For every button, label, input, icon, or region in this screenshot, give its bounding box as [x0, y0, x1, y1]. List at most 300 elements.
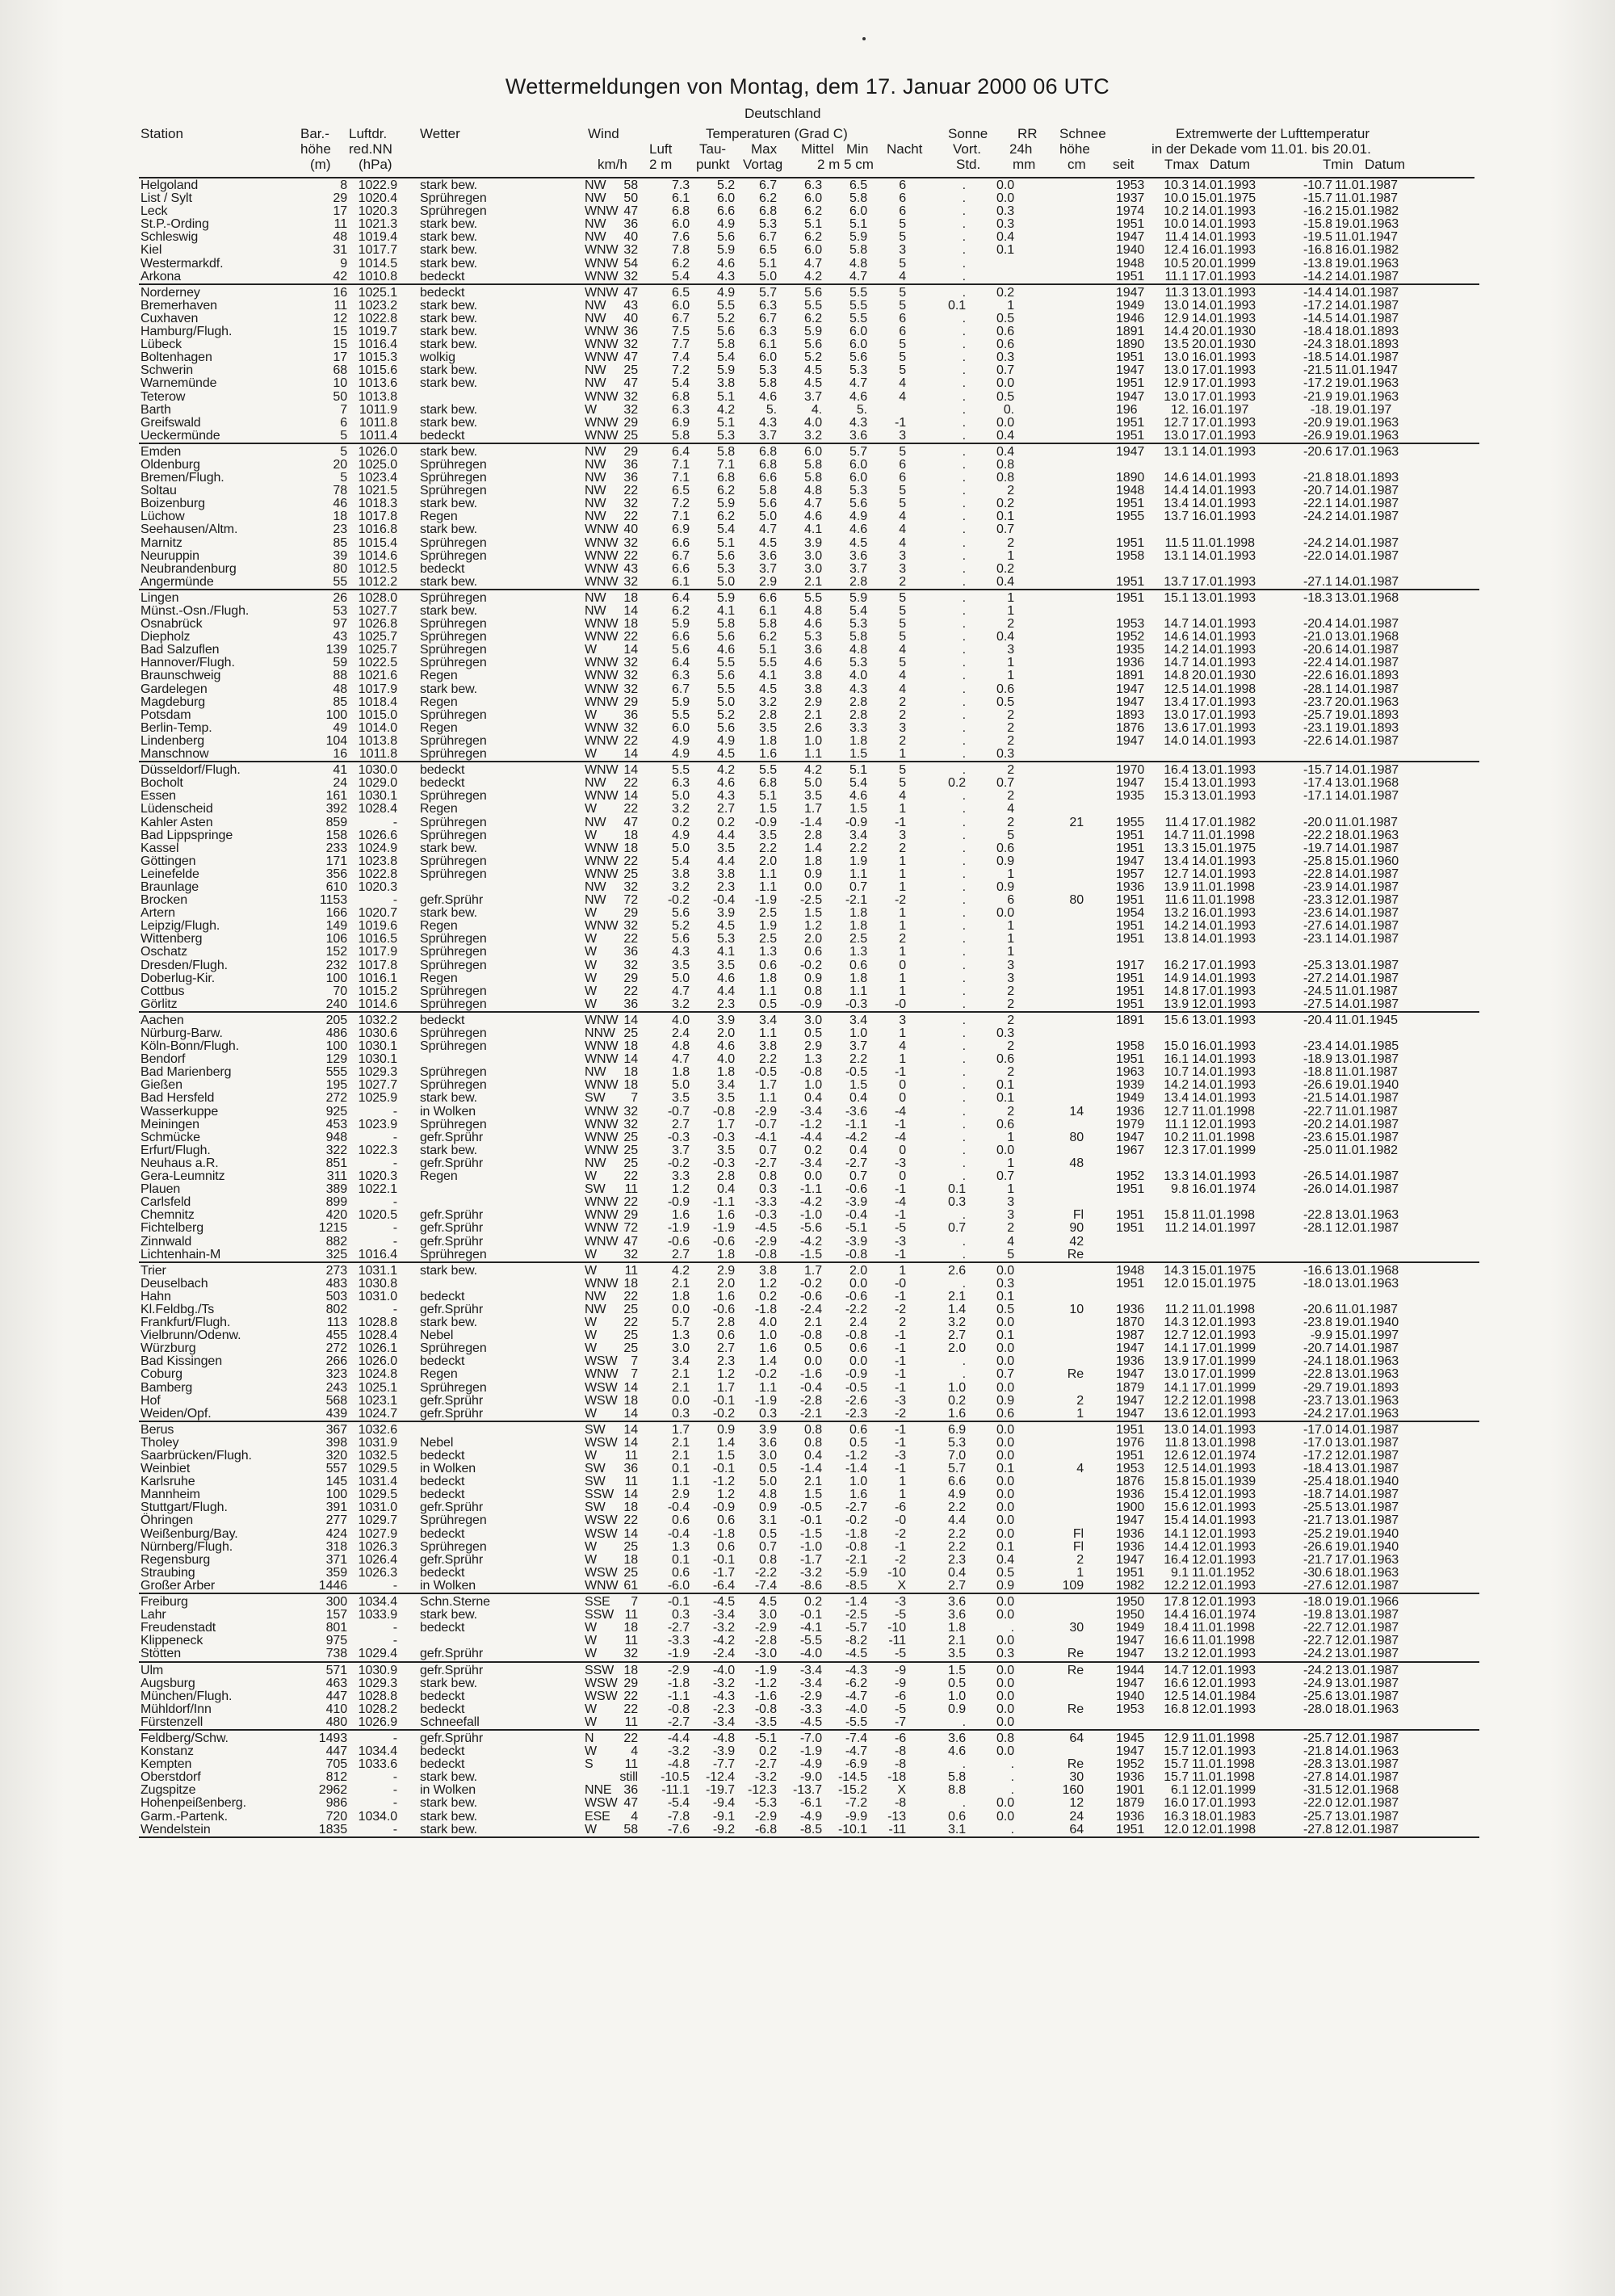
- weather: Sprühregen: [420, 1539, 487, 1554]
- header-cm: cm: [1068, 157, 1086, 172]
- tmin-date: 14.01.1987: [1335, 841, 1399, 855]
- wind-speed: 25: [623, 1539, 638, 1554]
- sunshine: 1.5: [948, 1663, 966, 1677]
- sunshine: .: [962, 389, 966, 404]
- precipitation: 2: [1007, 1065, 1014, 1080]
- temp-mean: -0.8: [799, 1328, 822, 1343]
- tmin-date: 14.01.1987: [1335, 548, 1399, 563]
- tmin: -27.6: [1303, 1578, 1332, 1593]
- since-year: 1936: [1116, 879, 1145, 894]
- barometer-height: 243: [325, 1380, 347, 1395]
- since-year: 1953: [1116, 1702, 1145, 1716]
- since-year: 1953: [1116, 1462, 1145, 1476]
- wind-direction: NW: [585, 376, 606, 391]
- wind-speed: 14: [623, 1526, 638, 1541]
- wind-speed: 11: [624, 1475, 638, 1489]
- wind-speed: 32: [623, 720, 638, 735]
- snow-depth: 30: [1069, 1621, 1084, 1635]
- pressure: 1029.0: [358, 776, 397, 791]
- table-row: [139, 1758, 1479, 1771]
- header-sonne: Sonne: [948, 126, 988, 141]
- since-year: 1974: [1116, 204, 1145, 219]
- temp-ground: -9: [894, 1676, 906, 1690]
- station-name: Lahr: [141, 1608, 166, 1622]
- temp-max: 6.6: [759, 590, 777, 605]
- pressure: 1027.9: [358, 1526, 397, 1541]
- weather: bedeckt: [420, 285, 465, 300]
- temp-ground: 3: [899, 720, 906, 735]
- header-rr: RR: [1017, 126, 1038, 141]
- tmax: 14.3: [1164, 1263, 1189, 1278]
- tmin-date: 17.01.1963: [1335, 444, 1399, 459]
- wind-direction: W: [585, 997, 598, 1011]
- tmax: 16.6: [1164, 1676, 1189, 1690]
- header-nacht: Nacht: [887, 141, 923, 157]
- tmax-date: 14.01.1993: [1192, 230, 1256, 245]
- temp-mean: 0.6: [804, 945, 822, 959]
- snow-depth: 64: [1069, 1822, 1084, 1836]
- tmin-date: 14.01.1985: [1335, 1039, 1399, 1054]
- wind-direction: NW: [585, 484, 606, 498]
- sunshine: 1.8: [948, 1621, 966, 1635]
- station-name: Garm.-Partenk.: [141, 1809, 228, 1824]
- column-header: [0, 0, 1615, 178]
- temp-ground: 5: [899, 444, 906, 459]
- precipitation: 0.6: [996, 841, 1014, 855]
- barometer-height: 100: [325, 707, 347, 722]
- tmin: -25.4: [1303, 1475, 1332, 1489]
- tmax-date: 15.01.1975: [1192, 1263, 1256, 1278]
- sunshine: .: [962, 1091, 966, 1106]
- temp-max: 6.2: [759, 191, 777, 206]
- temp-ground: -2: [894, 1526, 906, 1541]
- temp-mean: 1.8: [804, 854, 822, 868]
- tmax-date: 14.01.1997: [1192, 1221, 1256, 1236]
- wind-direction: NW: [585, 230, 606, 245]
- temp-mean: -1.6: [799, 1367, 822, 1382]
- wind-direction: NW: [585, 604, 606, 618]
- barometer-height: 100: [325, 1488, 347, 1502]
- tmin: -23.9: [1303, 879, 1332, 894]
- temp-dewpoint: 4.5: [717, 919, 735, 934]
- temp-air: 6.3: [672, 669, 690, 683]
- temp-max: -3.5: [754, 1715, 777, 1729]
- temp-dewpoint: 2.3: [717, 997, 735, 1011]
- temp-air: 6.0: [672, 720, 690, 735]
- pressure: 1034.4: [358, 1595, 397, 1610]
- temp-mean: 1.5: [804, 906, 822, 921]
- sunshine: .: [962, 1354, 966, 1369]
- temp-dewpoint: -1.8: [712, 1526, 735, 1541]
- station-name: Frankfurt/Flugh.: [141, 1316, 231, 1330]
- barometer-height: 447: [325, 1744, 347, 1759]
- wind-direction: W: [585, 747, 598, 762]
- tmin: -16.6: [1303, 1263, 1332, 1278]
- temp-min: 5.3: [849, 617, 867, 632]
- temp-air: 0.3: [672, 1406, 690, 1421]
- barometer-height: 39: [333, 548, 347, 563]
- sunshine: .: [962, 604, 966, 618]
- station-name: Bendorf: [141, 1052, 186, 1067]
- temp-air: 6.5: [672, 484, 690, 498]
- temp-dewpoint: 4.6: [717, 971, 735, 985]
- temp-min: 5.8: [849, 191, 867, 206]
- since-year: 1947: [1116, 230, 1145, 245]
- sunshine: .: [962, 720, 966, 735]
- station-name: Fichtelberg: [141, 1221, 204, 1236]
- table-row: [139, 1690, 1479, 1703]
- precipitation: 0.9: [996, 854, 1014, 868]
- temp-mean: 1.5: [804, 1488, 822, 1502]
- since-year: 1876: [1116, 1475, 1145, 1489]
- temp-ground: -11: [888, 1634, 906, 1648]
- tmax-date: 12.01.1993: [1192, 1595, 1256, 1610]
- temp-air: 3.2: [672, 802, 690, 816]
- tmin: -21.7: [1303, 1513, 1332, 1528]
- temp-ground: -1: [894, 1289, 906, 1303]
- precipitation: .: [1010, 1621, 1014, 1635]
- barometer-height: 323: [325, 1367, 347, 1382]
- table-row: [139, 1236, 1479, 1249]
- tmin-date: 14.01.1987: [1335, 932, 1399, 947]
- barometer-height: 104: [325, 733, 347, 748]
- wind-direction: W: [585, 971, 598, 985]
- tmin: -26.6: [1303, 1078, 1332, 1093]
- station-name: Hannover/Flugh.: [141, 656, 235, 670]
- snow-depth: 1: [1076, 1565, 1084, 1580]
- barometer-height: 166: [325, 906, 347, 921]
- tmin: -25.3: [1303, 958, 1332, 972]
- temp-air: 2.1: [672, 1435, 690, 1450]
- weather: Sprühregen: [420, 1247, 487, 1261]
- tmax: 10.7: [1164, 1065, 1189, 1080]
- temp-dewpoint: -3.2: [712, 1676, 735, 1690]
- temp-dewpoint: -9.2: [712, 1822, 735, 1836]
- temp-ground: 5: [899, 656, 906, 670]
- weather: stark bew.: [420, 415, 478, 430]
- tmax-date: 15.01.1975: [1192, 841, 1256, 855]
- weather: bedeckt: [420, 269, 465, 283]
- wind-speed: 32: [623, 497, 638, 511]
- temp-ground: 3: [899, 243, 906, 258]
- temp-air: 0.6: [672, 1513, 690, 1528]
- tmin-date: 14.01.1987: [1335, 298, 1399, 313]
- tmax-date: 14.01.1993: [1192, 1462, 1256, 1476]
- wind-direction: NW: [585, 590, 606, 605]
- tmin-date: 16.01.1893: [1335, 669, 1399, 683]
- sunshine: 3.1: [948, 1822, 966, 1836]
- since-year: 1951: [1116, 1221, 1145, 1236]
- tmax: 13.0: [1164, 707, 1189, 722]
- temp-ground: -1: [894, 1462, 906, 1476]
- wind-direction: NW: [585, 1302, 606, 1316]
- temp-max: 2.2: [759, 841, 777, 855]
- sunshine: .: [962, 763, 966, 778]
- temp-dewpoint: -12.4: [706, 1770, 735, 1785]
- temp-min: 1.8: [849, 733, 867, 748]
- temp-min: -1.8: [845, 1526, 867, 1541]
- temp-max: 0.7: [759, 1539, 777, 1554]
- table-row: [139, 1209, 1479, 1222]
- barometer-height: 5: [340, 428, 347, 443]
- temp-mean: -8.6: [799, 1578, 822, 1593]
- tmin-date: 14.01.1987: [1335, 971, 1399, 985]
- tmin: -22.4: [1303, 656, 1332, 670]
- barometer-height: 812: [325, 1770, 347, 1785]
- weather: bedeckt: [420, 763, 465, 778]
- table-row: [139, 417, 1479, 430]
- since-year: 1951: [1116, 984, 1145, 998]
- precipitation: 0.9: [996, 1578, 1014, 1593]
- precipitation: 0.: [1003, 402, 1014, 417]
- tmin: -23.6: [1303, 906, 1332, 921]
- temp-ground: -6: [894, 1731, 906, 1745]
- temp-air: 7.7: [672, 338, 690, 352]
- wind-speed: 11: [624, 1757, 638, 1772]
- barometer-height: 322: [325, 1143, 347, 1157]
- tmax: 14.1: [1164, 1526, 1189, 1541]
- wind-direction: WNW: [585, 269, 619, 283]
- tmax: 13.6: [1164, 720, 1189, 735]
- tmax: 14.2: [1164, 1078, 1189, 1093]
- temp-max: 1.1: [759, 879, 777, 894]
- station-name: Oberstdorf: [141, 1770, 201, 1785]
- wind-direction: WNW: [585, 630, 619, 644]
- tmax-date: 12.01.1998: [1192, 1822, 1256, 1836]
- station-name: Kempten: [141, 1757, 192, 1772]
- temp-dewpoint: -4.3: [712, 1689, 735, 1703]
- temp-dewpoint: -0.3: [712, 1156, 735, 1170]
- weather: bedeckt: [420, 1289, 465, 1303]
- tmax-date: 12.01.1993: [1192, 1702, 1256, 1716]
- pressure: 1011.4: [359, 428, 397, 443]
- weather: Regen: [420, 919, 458, 934]
- since-year: 1945: [1116, 1731, 1145, 1745]
- station-group: [139, 1263, 1479, 1422]
- tmax-date: 17.01.1993: [1192, 363, 1256, 378]
- station-name: Hof: [141, 1393, 161, 1408]
- barometer-height: 48: [333, 230, 347, 245]
- wind-direction: WNW: [585, 854, 619, 868]
- table-row: [139, 1342, 1479, 1355]
- tmin: -16.8: [1303, 243, 1332, 258]
- temp-min: 5.: [856, 402, 867, 417]
- sunshine: .: [962, 707, 966, 722]
- temp-min: 4.8: [849, 256, 867, 271]
- temp-min: 2.5: [849, 932, 867, 947]
- temp-mean: 2.1: [804, 1475, 822, 1489]
- barometer-height: 158: [325, 828, 347, 842]
- table-row: [139, 972, 1479, 985]
- tmin-date: 14.01.1987: [1335, 682, 1399, 696]
- wind-speed: 22: [623, 1195, 638, 1210]
- temp-min: -0.3: [845, 997, 867, 1011]
- temp-mean: 4.: [811, 402, 822, 417]
- table-row: [139, 338, 1479, 351]
- temp-ground: 5: [899, 604, 906, 618]
- temp-air: 4.2: [672, 1263, 690, 1278]
- station-name: München/Flugh.: [141, 1689, 233, 1703]
- wind-speed: 14: [623, 1013, 638, 1027]
- temp-air: 2.1: [672, 1276, 690, 1291]
- tmin: -22.6: [1303, 733, 1332, 748]
- tmax: 12.0: [1164, 1276, 1189, 1291]
- tmax: 13.4: [1164, 695, 1189, 709]
- wind-direction: WSW: [585, 1435, 618, 1450]
- temp-air: 5.5: [672, 763, 690, 778]
- tmin-date: 11.01.1987: [1335, 1104, 1398, 1119]
- station-name: Göttingen: [141, 854, 196, 868]
- table-row: [139, 510, 1479, 523]
- tmax: 14.3: [1164, 1316, 1189, 1330]
- tmin-date: 14.01.1987: [1335, 906, 1399, 921]
- barometer-height: 277: [325, 1513, 347, 1528]
- precipitation: 0.0: [996, 178, 1014, 192]
- temp-max: -6.8: [754, 1822, 777, 1836]
- weather: Sprühregen: [420, 733, 487, 748]
- tmax-date: 14.01.1993: [1192, 1422, 1256, 1437]
- tmax-date: 11.01.1998: [1192, 893, 1255, 908]
- tmin-date: 14.01.1987: [1335, 617, 1399, 632]
- temp-dewpoint: 5.9: [717, 497, 735, 511]
- tmax: 11.3: [1164, 285, 1189, 300]
- temp-min: 5.4: [849, 776, 867, 791]
- weather: stark bew.: [420, 1796, 478, 1811]
- temp-dewpoint: -0.6: [712, 1234, 735, 1249]
- tmax: 14.1: [1164, 1341, 1189, 1356]
- wind-direction: NW: [585, 1289, 606, 1303]
- station-name: Weinbiet: [141, 1462, 191, 1476]
- precipitation: 0.4: [996, 574, 1014, 589]
- temp-mean: 1.3: [804, 1052, 822, 1067]
- since-year: 1947: [1116, 1513, 1145, 1528]
- pressure: 1021.6: [358, 669, 397, 683]
- temp-ground: -3: [894, 1156, 906, 1170]
- temp-air: 1.7: [672, 1422, 690, 1437]
- temp-air: 2.7: [672, 1117, 690, 1131]
- station-name: Wittenberg: [141, 932, 203, 947]
- station-name: Zinnwald: [141, 1234, 192, 1249]
- sunshine: 2.7: [948, 1328, 966, 1343]
- temp-dewpoint: 5.2: [717, 311, 735, 325]
- wind-speed: 29: [623, 906, 638, 921]
- pressure: 1020.4: [358, 191, 397, 206]
- sunshine: .: [962, 906, 966, 921]
- sunshine: 1.0: [948, 1380, 966, 1395]
- station-name: Zugspitze: [141, 1783, 196, 1798]
- tmin: -21.5: [1303, 1091, 1332, 1106]
- wind-speed: 25: [623, 1156, 638, 1170]
- temp-ground: 1: [899, 919, 906, 934]
- weather: Sprühregen: [420, 1039, 487, 1054]
- station-name: Kassel: [141, 841, 179, 855]
- temp-min: 0.0: [849, 1354, 867, 1369]
- barometer-height: 480: [325, 1715, 347, 1729]
- temp-air: 0.3: [672, 1608, 690, 1622]
- wind-direction: W: [585, 643, 598, 657]
- pressure: 1025.9: [358, 1091, 397, 1106]
- temp-mean: 3.9: [804, 535, 822, 550]
- tmin: -23.4: [1303, 1039, 1332, 1054]
- temp-mean: 1.4: [804, 841, 822, 855]
- tmax-date: 14.01.1993: [1192, 971, 1256, 985]
- sunshine: 0.1: [948, 1182, 966, 1197]
- temp-max: 0.5: [759, 1462, 777, 1476]
- sunshine: .: [962, 971, 966, 985]
- precipitation: 0.5: [996, 1565, 1014, 1580]
- temp-max: 0.2: [759, 1289, 777, 1303]
- table-row: [139, 985, 1479, 998]
- table-row: [139, 1119, 1479, 1131]
- snow-depth: Re: [1067, 1757, 1084, 1772]
- precipitation: 0.0: [996, 1501, 1014, 1515]
- barometer-height: 859: [325, 815, 347, 829]
- temp-mean: -3.4: [799, 1156, 822, 1170]
- barometer-height: 320: [325, 1449, 347, 1463]
- precipitation: .: [1010, 1822, 1014, 1836]
- temp-min: 3.3: [849, 720, 867, 735]
- since-year: 1952: [1116, 1169, 1145, 1184]
- snow-depth: 1: [1076, 1406, 1084, 1421]
- tmax-date: 12.01.1993: [1192, 1406, 1256, 1421]
- pressure: 1022.3: [358, 1143, 397, 1157]
- station-group: [139, 444, 1479, 590]
- station-name: Doberlug-Kir.: [141, 971, 216, 985]
- tmin-date: 14.01.1987: [1335, 311, 1399, 325]
- temp-max: -2.7: [754, 1156, 777, 1170]
- tmax: 13.4: [1164, 854, 1189, 868]
- temp-dewpoint: 3.8: [717, 376, 735, 391]
- since-year: 1952: [1116, 630, 1145, 644]
- temp-min: -2.1: [845, 893, 867, 908]
- temp-max: 4.0: [759, 1316, 777, 1330]
- station-name: Stuttgart/Flugh.: [141, 1501, 228, 1515]
- precipitation: 0.0: [996, 1634, 1014, 1648]
- temp-min: 4.6: [849, 389, 867, 404]
- tmin-date: 19.01.1963: [1335, 376, 1399, 391]
- temp-mean: 2.9: [804, 695, 822, 709]
- precipitation: 0.3: [996, 350, 1014, 365]
- tmax: 16.0: [1164, 1796, 1189, 1811]
- tmax: 14.9: [1164, 971, 1189, 985]
- weather: bedeckt: [420, 1526, 465, 1541]
- temp-min: -2.1: [845, 1552, 867, 1567]
- sunshine: 3.6: [948, 1608, 966, 1622]
- barometer-height: 503: [325, 1289, 347, 1303]
- station-name: Boizenburg: [141, 497, 205, 511]
- tmax: 11.1: [1164, 1117, 1189, 1131]
- tmax: 12.6: [1164, 1449, 1189, 1463]
- pressure: 1013.6: [358, 376, 397, 391]
- snow-depth: 48: [1069, 1156, 1084, 1170]
- pressure: 1032.2: [358, 1013, 397, 1027]
- weather: Sprühregen: [420, 997, 487, 1011]
- temp-mean: -2.9: [799, 1689, 822, 1703]
- barometer-height: 571: [325, 1663, 347, 1677]
- tmax-date: 12.01.1993: [1192, 1578, 1256, 1593]
- sunshine: .: [962, 1026, 966, 1040]
- table-row: [139, 1824, 1479, 1836]
- header-seit: seit: [1113, 157, 1135, 172]
- since-year: 1936: [1116, 1526, 1145, 1541]
- temp-mean: 6.2: [804, 230, 822, 245]
- barometer-height: 171: [325, 854, 347, 868]
- temp-max: 6.7: [759, 311, 777, 325]
- tmax-date: 14.01.1993: [1192, 643, 1256, 657]
- precipitation: 2: [1007, 815, 1014, 829]
- table-row: [139, 1716, 1479, 1729]
- tmin: -20.9: [1303, 415, 1332, 430]
